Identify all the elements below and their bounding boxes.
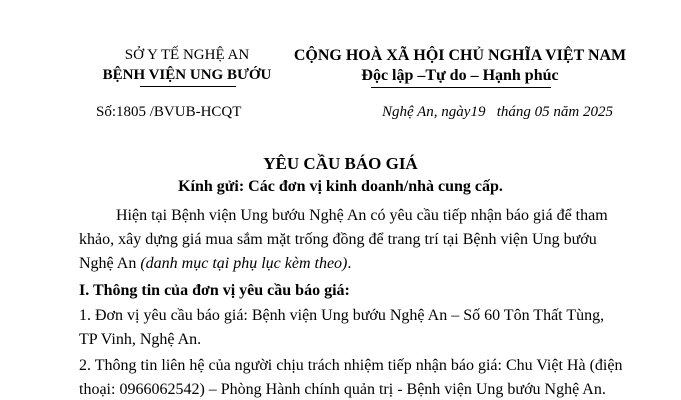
section-1-heading: I. Thông tin của đơn vị yêu cầu báo giá: [79, 282, 350, 299]
document-number: Số:1805 /BVUB-HCQT [96, 104, 242, 120]
item-1-line-1: 1. Đơn vị yêu cầu báo giá: Bệnh viện Ung bướu Nghệ An – Số 60 Tôn Thất Tùng, [79, 307, 605, 324]
intro-line-3-end: . [347, 255, 352, 272]
intro-line-3 [79, 255, 351, 273]
item-2-line-2: thoại: 0966062542) – Phòng Hành chính quản trị - Bệnh viện Ung bướu Nghệ An. [79, 381, 606, 398]
intro-line-3-start: Nghệ An [79, 255, 141, 272]
place-date: Nghệ An, ngày19 tháng 05 năm 2025 [382, 104, 613, 120]
org-parent-name: SỞ Y TẾ NGHỆ AN [124, 47, 250, 63]
national-motto: Độc lập –Tự do – Hạnh phúc [361, 67, 559, 84]
org-name: BỆNH VIỆN UNG BƯỚU [102, 67, 272, 83]
org-underline [140, 86, 236, 87]
document-title: YÊU CẦU BÁO GIÁ [263, 154, 418, 173]
item-1-line-2: TP Vinh, Nghệ An. [79, 331, 202, 348]
appendix-note: (danh mục tại phụ lục kèm theo) [140, 255, 348, 272]
intro-line-1: Hiện tại Bệnh viện Ung bướu Nghệ An có yêu cầu tiếp nhận báo giá để tham [116, 207, 608, 224]
recipient-line: Kính gửi: Các đơn vị kinh doanh/nhà cung cấp. [178, 178, 503, 195]
item-2-line-1: 2. Thông tin liên hệ của người chịu trách nhiệm tiếp nhận báo giá: Chu Việt Hà (điện [79, 357, 623, 374]
intro-line-2: khảo, xây dựng giá mua sắm mặt trống đồng để trang trí tại Bệnh viện Ung bướu [79, 231, 597, 248]
motto-underline [371, 87, 551, 88]
national-title: CỘNG HOÀ XÃ HỘI CHỦ NGHĨA VIỆT NAM [293, 47, 627, 64]
